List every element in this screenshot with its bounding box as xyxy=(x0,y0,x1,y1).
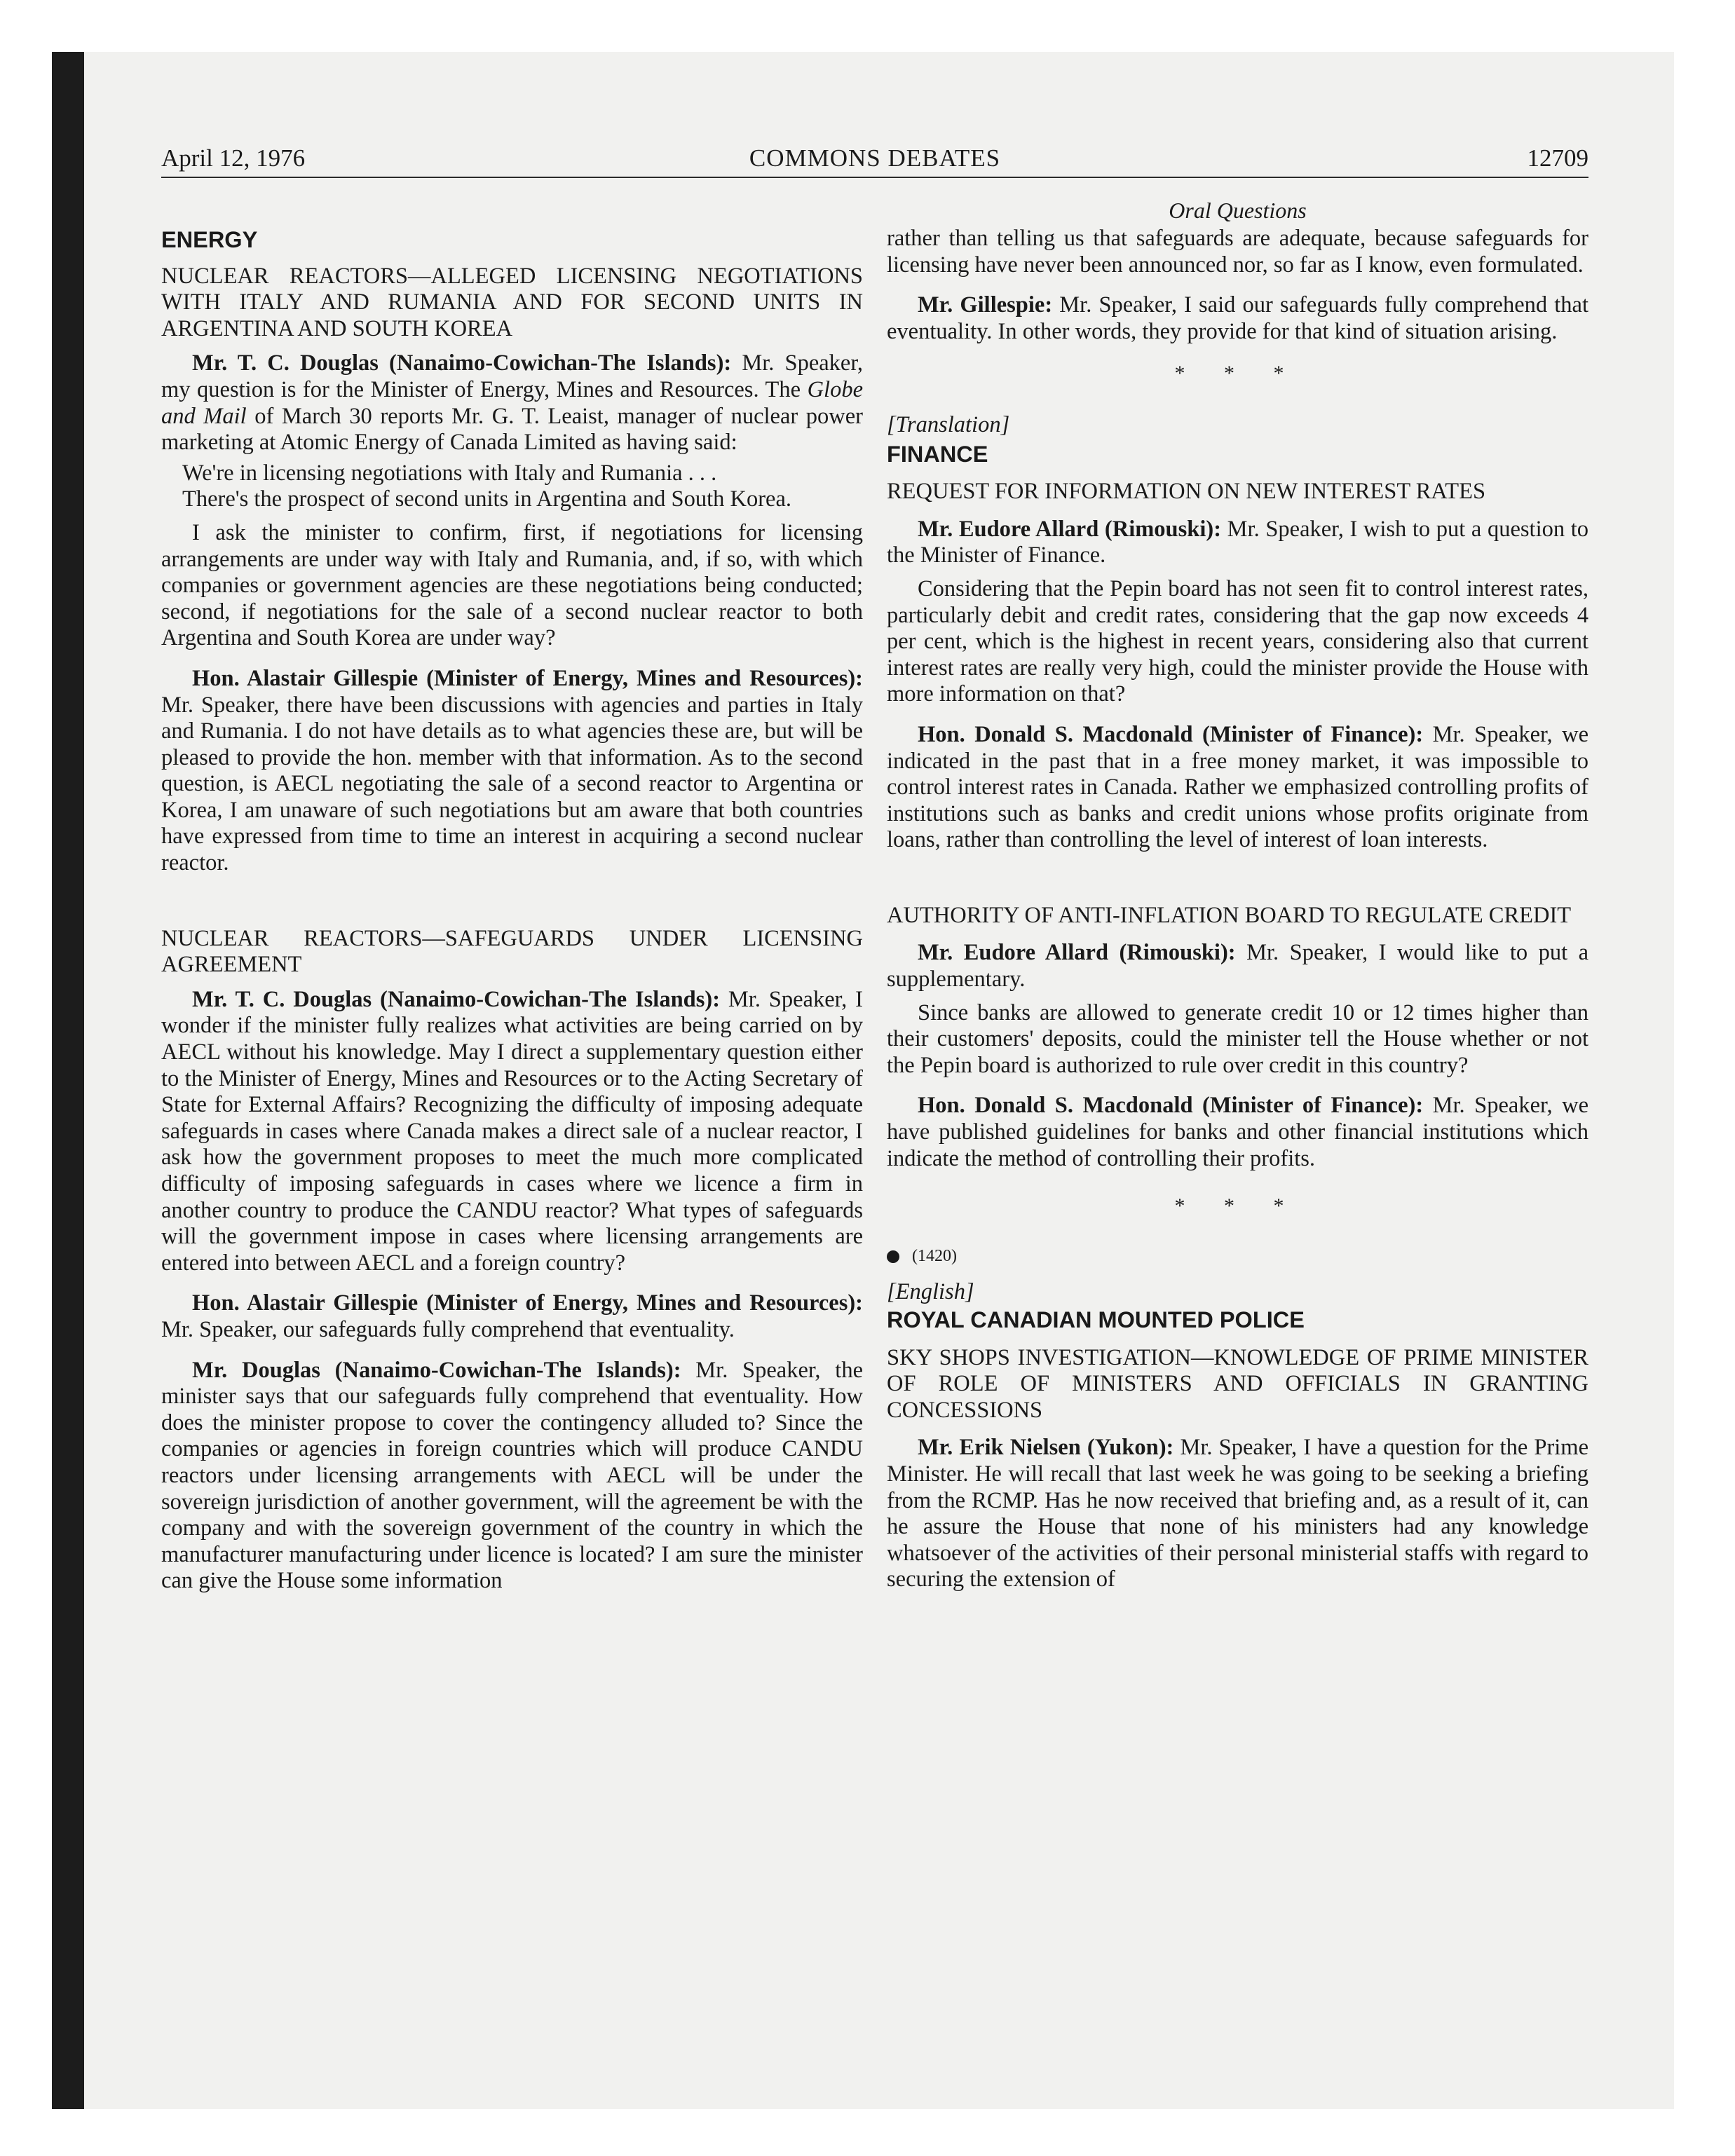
speech-douglas-2: Mr. T. C. Douglas (Nanaimo-Cowichan-The Islands): Mr. Speaker, I wonder if the minister fully realizes what activities are being carried on by AECL without his knowledge. May I direct a supplementary question either to the Minister of Energy, Mines and Resources or to the Acting Secretary of State for External Affairs? Recognizing the difficulty of imposing adequate safeguards in cases where Canada makes a direct sale of a nuclear reactor, I ask how the government proposes to meet the much more complicated difficulty of imposing safeguards in cases where we licence a firm in another country to produce the CANDU reactor? What types of safeguards will the government impose in cases where licensing arrangements are entered into between AECL and a foreign country? xyxy=(161,986,863,1276)
speech-douglas-3: Mr. Douglas (Nanaimo-Cowichan-The Islands): Mr. Speaker, the minister says that our safeguards fully comprehend that eventuality. How does the minister propose to cover the contingency alluded to? Since the companies or agencies in foreign countries which will produce CANDU reactors under licensing arrangements with AECL will be under the sovereign jurisdiction of another government, will the agreement be with the company and with the sovereign government of the country in which the manufacturer manufacturing under licence is located? I am sure the minister can give the House some information xyxy=(161,1357,863,1594)
left-column xyxy=(161,198,863,1595)
speaker-name: Mr. T. C. Douglas (Nanaimo-Cowichan-The Islands): xyxy=(192,350,732,376)
speech-nielsen: Mr. Erik Nielsen (Yukon): Mr. Speaker, I have a question for the Prime Minister. He will recall that last week he was going to be seeking a briefing from the RCMP. Has he now received that briefing and, as a result of it, can he assure the House that none of his ministers had any knowledge whatsoever of the activities of their personal ministerial staffs with regard to securing the extension of xyxy=(887,1435,1588,1592)
speaker-name: Hon. Alastair Gillespie (Minister of Energy, Mines and Resources): xyxy=(192,665,863,691)
speech-macdonald-1: Hon. Donald S. Macdonald (Minister of Finance): Mr. Speaker, we indicated in the past that in a free money market, it was impossible to control interest rates in Canada. Rather we emphasized controlling profits of institutions such as banks and credit unions whose profits originate from loans, rather than controlling the level of interest of loan interests. xyxy=(887,721,1588,853)
speech-allard-1: Mr. Eudore Allard (Rimouski): Mr. Speaker, I wish to put a question to the Minister of Finance. xyxy=(887,516,1589,568)
subheading-safeguards: NUCLEAR REACTORS—SAFEGUARDS UNDER LICENSING AGREEMENT xyxy=(161,925,863,978)
subheading-interest-rates: REQUEST FOR INFORMATION ON NEW INTEREST RATES xyxy=(887,479,1486,505)
speech-douglas-continued: rather than telling us that safeguards are adequate, because safeguards for licensing have never been announced nor, so far as I know, even formulated. xyxy=(887,226,1588,278)
speech-macdonald-2: Hon. Donald S. Macdonald (Minister of Finance): Mr. Speaker, we have published guidelines for banks and other financial institutions which indicate the method of controlling their profits. xyxy=(887,1093,1588,1171)
speech-douglas-question: I ask the minister to confirm, first, if negotiations for licensing arrangements are under way with Italy and Rumania, and, if so, with which companies or government agencies are these negotiations being conducted; second, if negotiations for the sale of a second nuclear reactor to both Argentina and South Korea are under way? xyxy=(161,519,863,651)
speaker-name: Mr. Douglas (Nanaimo-Cowichan-The Islands): xyxy=(192,1357,681,1383)
subheading-sky-shops: SKY SHOPS INVESTIGATION—KNOWLEDGE OF PRIME MINISTER OF ROLE OF MINISTERS AND OFFICIALS IN GRANTING CONCESSIONS xyxy=(887,1344,1588,1423)
speaker-name: Mr. Eudore Allard (Rimouski): xyxy=(918,940,1236,966)
english-marker: [English] xyxy=(887,1279,974,1305)
speaker-name: Mr. Eudore Allard (Rimouski): xyxy=(918,516,1222,542)
speaker-name: Mr. Erik Nielsen (Yukon): xyxy=(918,1435,1174,1461)
scan-edge xyxy=(52,52,84,2109)
section-heading-finance: FINANCE xyxy=(887,441,988,467)
speech-gillespie-1: Hon. Alastair Gillespie (Minister of Energy, Mines and Resources): Mr. Speaker, there have been discussions with agencies and parties in Italy and Rumania. I do not have details as to what agencies these are, but will be pleased to provide the hon. member with that information. As to the second question, is AECL negotiating the sale of a second reactor to Argentina or Korea, I am unaware of such negotiations but am aware that both countries have expressed from time to time an interest in acquiring a second nuclear reactor. xyxy=(161,665,863,876)
speech-gillespie-3: Mr. Gillespie: Mr. Speaker, I said our safeguards fully comprehend that eventuality. In other words, they provide for that kind of situation arising. xyxy=(887,292,1588,344)
speaker-name: Mr. Gillespie: xyxy=(918,292,1053,318)
bullet-icon xyxy=(887,1250,899,1263)
section-separator: * * * xyxy=(1174,362,1301,386)
speech-gillespie-2: Hon. Alastair Gillespie (Minister of Energy, Mines and Resources): Mr. Speaker, our safeguards fully comprehend that eventuality. xyxy=(161,1290,863,1342)
speaker-name: Hon. Donald S. Macdonald (Minister of Finance): xyxy=(918,1093,1424,1119)
speaker-name: Hon. Donald S. Macdonald (Minister of Finance): xyxy=(918,721,1424,747)
translation-marker: [Translation] xyxy=(887,411,1010,437)
speech-allard-question: Considering that the Pepin board has not seen fit to control interest rates, particularly debit and credit rates, considering that the gap now exceeds 4 per cent, which is the highest in recent years, considering also that current interest rates are really very high, could the minister provide the House with more information on that? xyxy=(887,575,1588,707)
subheading-licensing-negotiations: NUCLEAR REACTORS—ALLEGED LICENSING NEGOTIATIONS WITH ITALY AND RUMANIA AND FOR SECOND UNITS IN ARGENTINA AND SOUTH KOREA xyxy=(161,263,863,341)
rubric-oral-questions: Oral Questions xyxy=(1169,198,1307,223)
time-marker: (1420) xyxy=(887,1243,1588,1270)
section-heading-rcmp: ROYAL CANADIAN MOUNTED POLICE xyxy=(887,1307,1305,1332)
speech-allard-supplementary: Since banks are allowed to generate credit 10 or 12 times higher than their customers' deposits, could the minister tell the House whether or not the Pepin board is authorized to rule over credit in this country? xyxy=(887,999,1588,1078)
speaker-name: Hon. Alastair Gillespie (Minister of Energy, Mines and Resources): xyxy=(192,1290,863,1316)
running-head xyxy=(161,143,1588,178)
header-title: COMMONS DEBATES xyxy=(749,144,1001,172)
speech-douglas-1: Mr. T. C. Douglas (Nanaimo-Cowichan-The Islands): Mr. Speaker, my question is for the Minister of Energy, Mines and Resources. The Globe and Mail of March 30 reports Mr. G. T. Leaist, manager of nuclear power marketing at Atomic Energy of Canada Limited as having said: xyxy=(161,350,863,456)
newspaper-title: Globe and Mail xyxy=(161,376,863,429)
quotation-line: We're in licensing negotiations with Italy and Rumania . . . xyxy=(182,460,717,486)
section-separator: * * * xyxy=(1174,1194,1301,1218)
quotation-line: There's the prospect of second units in Argentina and South Korea. xyxy=(182,486,792,512)
speaker-name: Mr. T. C. Douglas (Nanaimo-Cowichan-The Islands): xyxy=(192,986,721,1012)
page-number: 12709 xyxy=(1527,144,1588,172)
speech-allard-2: Mr. Eudore Allard (Rimouski): Mr. Speaker, I would like to put a supplementary. xyxy=(887,940,1589,992)
right-column xyxy=(887,198,1588,1593)
subheading-anti-inflation-board: AUTHORITY OF ANTI-INFLATION BOARD TO REGULATE CREDIT xyxy=(887,902,1572,928)
section-heading-energy: ENERGY xyxy=(161,227,258,252)
header-date: April 12, 1976 xyxy=(161,144,306,172)
